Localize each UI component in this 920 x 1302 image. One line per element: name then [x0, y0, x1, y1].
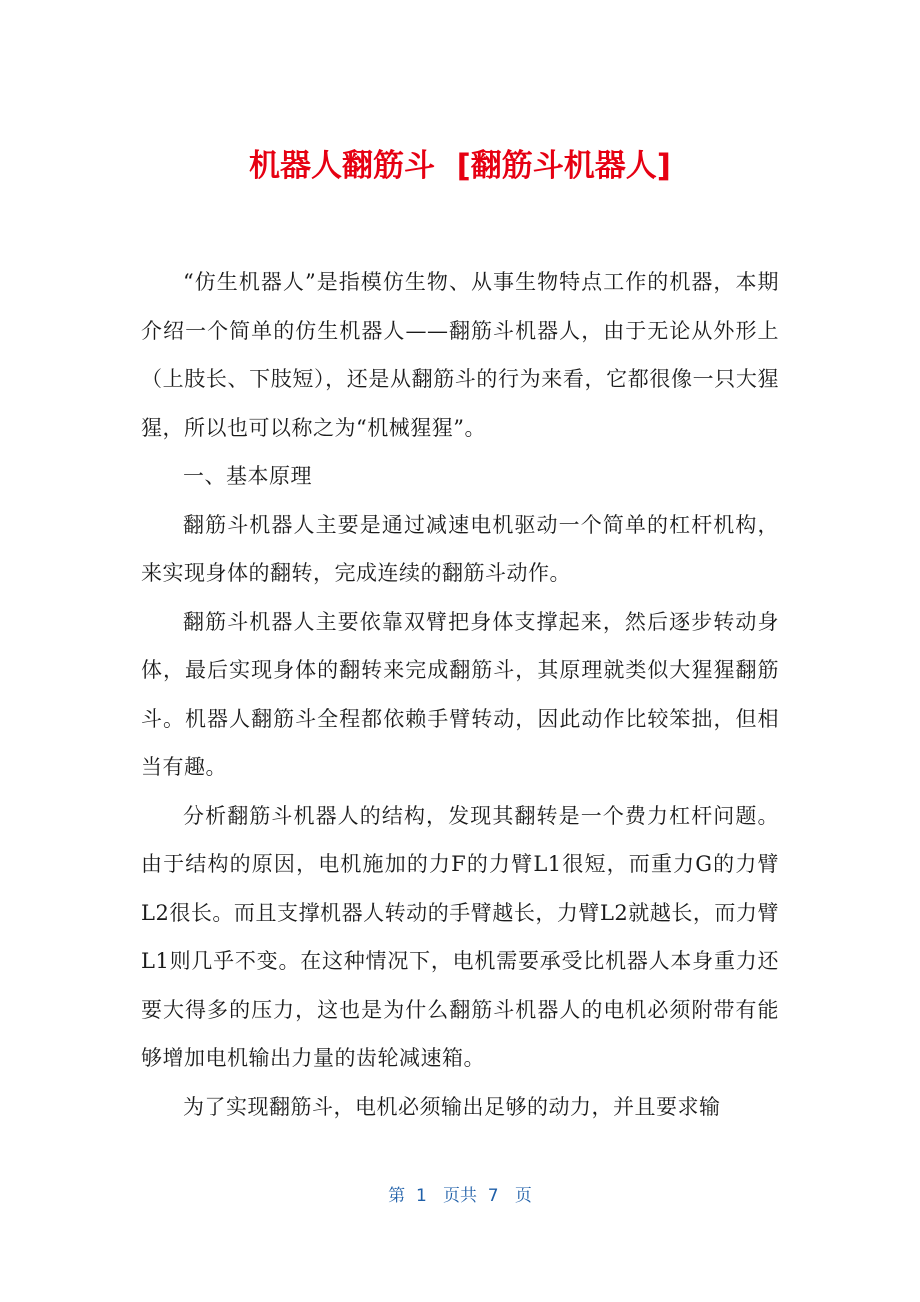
paragraph-intro: “仿生机器人”是指模仿生物、从事生物特点工作的机器，本期介绍一个简单的仿生机器人——翻筋斗机器人，由于无论从外形上（上肢长、下肢短），还是从翻筋斗的行为来看，它都很像一只大猩猩，所以也可以称之为“机械猩猩”。 — [141, 270, 779, 440]
page-title: 机器人翻筋斗 [翻筋斗机器人] — [249, 148, 671, 184]
section-heading-basic-principle: 一、基本原理 — [183, 464, 312, 488]
paragraph-lever-analysis: 分析翻筋斗机器人的结构，发现其翻转是一个费力杠杆问题。由于结构的原因，电机施加的力F的力臂L1很短，而重力G的力臂L2很长。而且支撑机器人转动的手臂越长，力臂L2就越长，而力臂L1则几乎不变。在这种情况下，电机需要承受比机器人本身重力还要大得多的压力，这也是为什么翻筋斗机器人的电机必须附带有能够增加电机输出力量的齿轮减速箱。 — [141, 803, 779, 1070]
paragraph-motor-power: 为了实现翻筋斗，电机必须输出足够的动力，并且要求输 — [183, 1094, 721, 1119]
paragraph-mechanism: 翻筋斗机器人主要是通过减速电机驱动一个简单的杠杆机构，来实现身体的翻转，完成连续的翻筋斗动作。 — [141, 512, 779, 585]
page-footer: 第 1 页共 7 页 — [388, 1186, 532, 1206]
paragraph-arm-support: 翻筋斗机器人主要依靠双臂把身体支撑起来，然后逐步转动身体，最后实现身体的翻转来完成翻筋斗，其原理就类似大猩猩翻筋斗。机器人翻筋斗全程都依赖手臂转动，因此动作比较笨拙，但相当有趣。 — [141, 609, 779, 779]
document-body — [141, 258, 779, 1131]
